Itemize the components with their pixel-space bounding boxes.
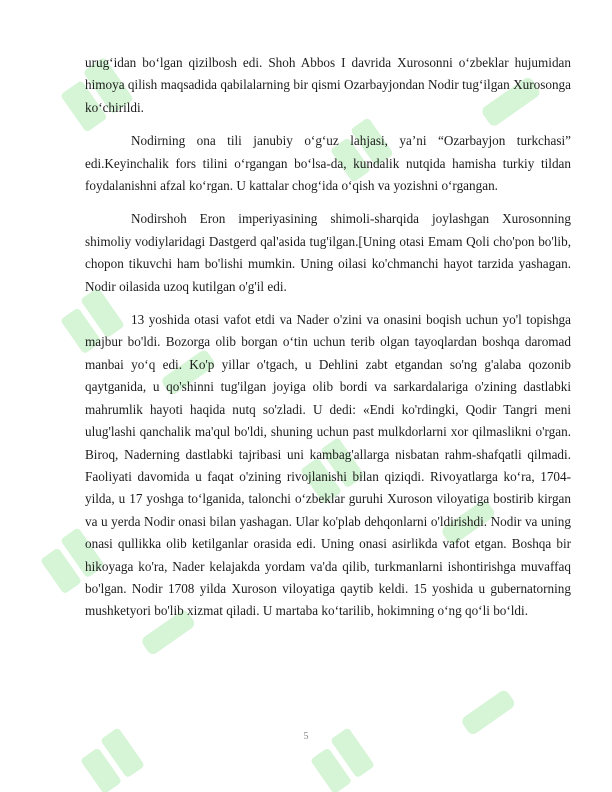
paragraph-2: Nodirning ona tili janubiy o‘g‘uz lahjasi, ya’ni “Ozarbayjon turkchasi” edi.Keyinchalik fors tilini o‘rgangan bo‘lsa-da, kundalik nutqida hamisha turkiy tildan foydalanishni afzal ko‘rgan. U kattalar chog‘ida o‘qish va yozishni o‘rgangan. xyxy=(85,133,571,194)
body-text xyxy=(85,52,571,634)
page-number: 5 xyxy=(303,731,309,742)
paragraph-1: urug‘idan bo‘lgan qizilbosh edi. Shoh Abbos I davrida Xurosonni o‘zbeklar hujumidan himoya qilish maqsadida qabilalarning bir qismi Ozarbayjondan Nodir tug‘ilgan Xurosonga ko‘chirildi. xyxy=(85,55,571,115)
paragraph-3: Nodirshoh Eron imperiyasining shimoli-sharqida joylashgan Xurosonning shimoliy vodiylaridagi Dastgerd qal'asida tug'ilgan.[Uning otasi Emam Qoli cho'pon bo'lib, chopon tikuvchi ham bo'lishi mumkin. Uning oilasi ko'chmanchi hayot tarzida yashagan. Nodir oilasida uzoq kutilgan o'g'il edi. xyxy=(85,211,571,294)
paragraph-4: 13 yoshida otasi vafot etdi va Nader o'zini va onasini boqish uchun yo'l topishga majbur bo'ldi. Bozorga olib borgan o‘tin uchun terib olgan tayoqlardan boshqa daromad manbai yo‘q edi. Ko'p yillar o'tgach, u Dehlini zabt etgandan so'ng g'alaba qozonib qaytganida, u qo'shinni tug'ilgan joyiga olib bordi va sarkardalariga o'zining dastlabki mahrumlik hayoti haqida nutq so'zladi. U dedi: «Endi ko'rdingki, Qodir Tangri meni ulug'lashi qanchalik ma'qul bo'ldi, shuning uchun past mulkdorlarni xor qilmaslikni o'rgan. Biroq, Naderning dastlabki tajribasi uni kambag'allarga nisbatan rahm-shafqatli qilmadi. Faoliyati davomida u faqat o'zining rivojlanishi bilan qiziqdi. Rivoyatlarga ko‘ra, 1704-yilda, u 17 yoshga to‘lganida, talonchi o‘zbeklar guruhi Xuroson viloyatiga bostirib kirgan va u yerda Nodir onasi bilan yashagan. Ular ko'plab dehqonlarni o'ldirishdi. Nodir va uning onasi qullikka olib ketilganlar orasida edi. Uning onasi asirlikda vafot etgan. Boshqa bir hikoyaga ko'ra, Nader kelajakda yordam va'da qilib, turkmanlarni ishontirishga muvaffaq bo'lgan. Nodir 1708 yilda Xuroson viloyatiga qaytib keldi. 15 yoshida u gubernatorning mushketyori bo'lib xizmat qiladi. U martaba ko‘tarilib, hokimning o‘ng qo‘li bo‘ldi. xyxy=(85,312,571,619)
